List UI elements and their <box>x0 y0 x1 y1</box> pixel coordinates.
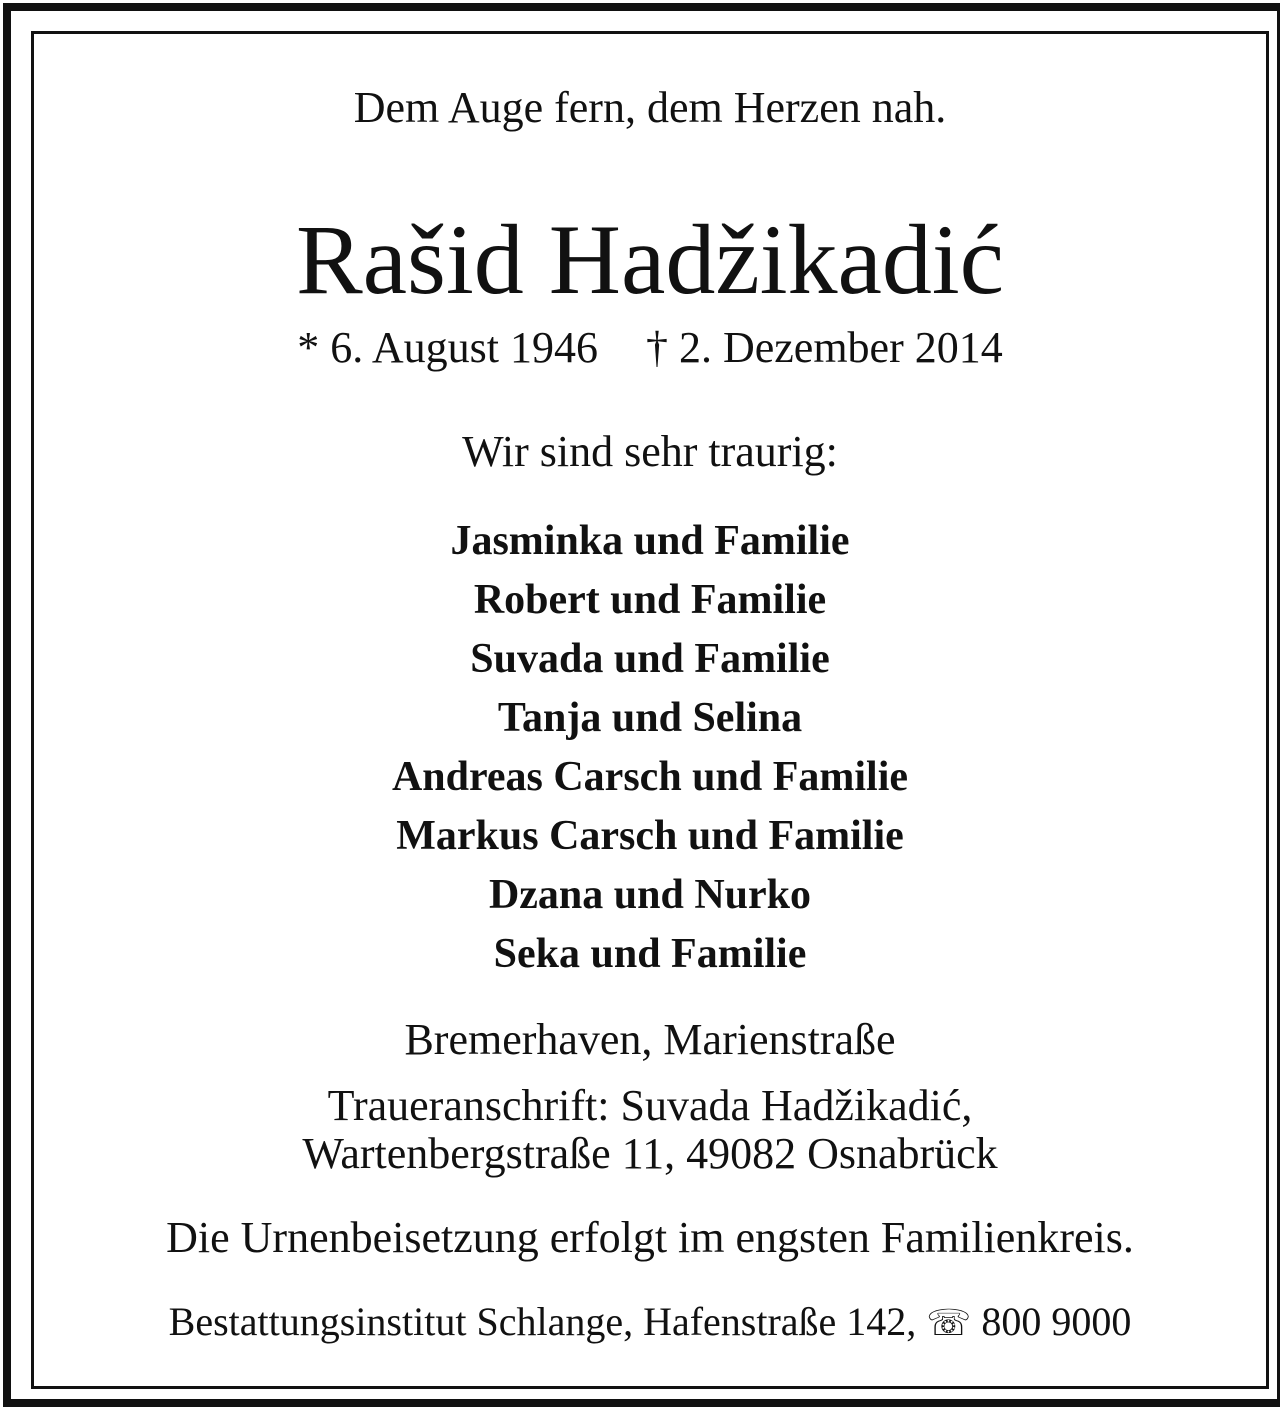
phone-number: 800 9000 <box>981 1299 1132 1344</box>
mourner-item: Jasminka und Familie <box>450 518 850 564</box>
deceased-name: Rašid Hadžikadić <box>295 204 1005 315</box>
mourner-item: Robert und Familie <box>473 577 827 623</box>
birth-date: * 6. August 1946 <box>297 323 598 372</box>
mourner-item: Suvada und Familie <box>470 636 830 682</box>
mourner-item: Tanja und Selina <box>497 695 803 741</box>
undertaker-line <box>34 1298 1266 1345</box>
mourner-item: Markus Carsch und Familie <box>396 813 904 859</box>
telephone-icon: ☏ <box>926 1303 972 1344</box>
inner-border <box>31 31 1269 1389</box>
mourners-list <box>34 512 1266 984</box>
mourner-item: Seka und Familie <box>493 931 807 977</box>
mourning-address-line1: Traueranschrift: Suvada Hadžikadić, <box>327 1081 973 1130</box>
burial-note: Die Urnenbeisetzung erfolgt im engsten Familienkreis. <box>166 1213 1134 1262</box>
motto: Dem Auge fern, dem Herzen nah. <box>353 83 947 132</box>
mourner-item: Dzana und Nurko <box>488 872 812 918</box>
death-date: † 2. Dezember 2014 <box>645 323 1003 372</box>
mourning-intro: Wir sind sehr traurig: <box>462 427 838 476</box>
undertaker-name: Bestattungsinstitut Schlange, Hafenstraße 142, <box>168 1299 917 1344</box>
mourner-item: Andreas Carsch und Familie <box>391 754 909 800</box>
outer-border <box>3 3 1280 1407</box>
mourning-address-line2: Wartenbergstraße 11, 49082 Osnabrück <box>302 1129 998 1178</box>
place: Bremerhaven, Marienstraße <box>404 1015 896 1064</box>
life-dates <box>34 322 1266 373</box>
